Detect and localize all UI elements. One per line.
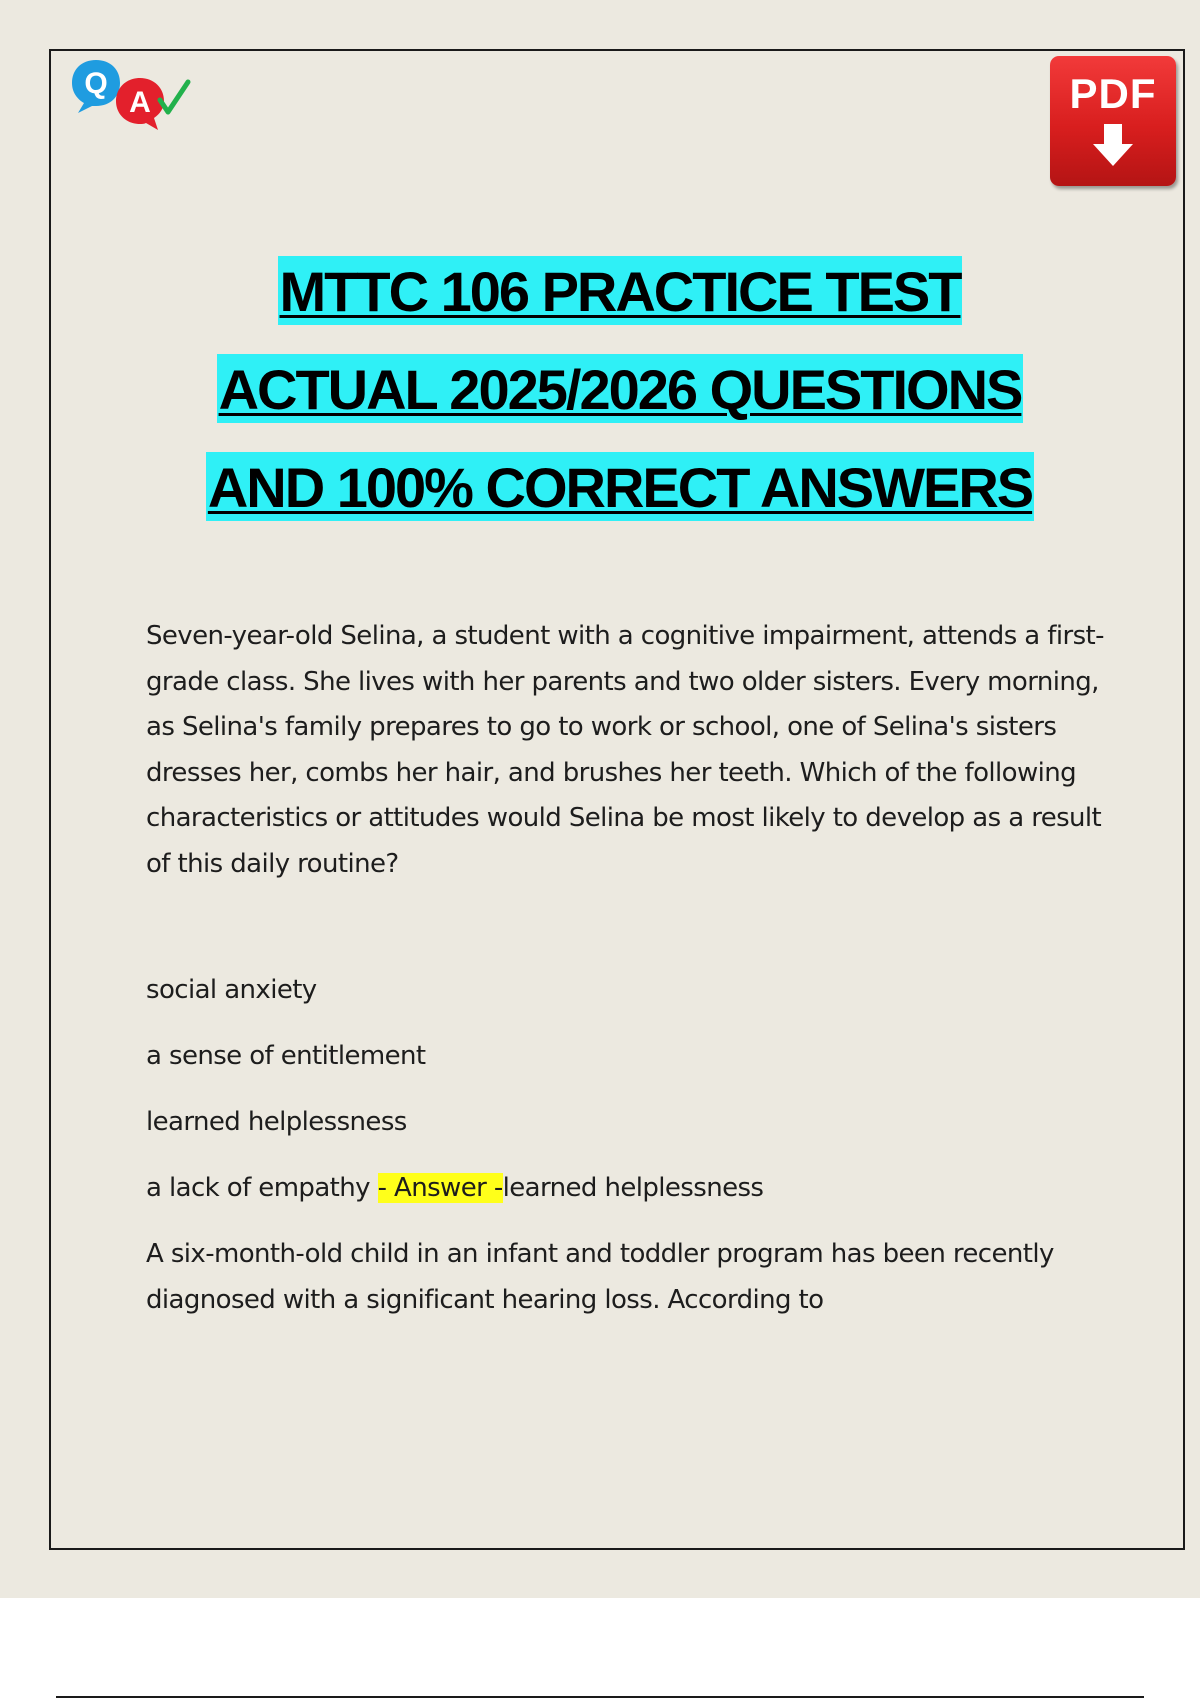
document-title <box>100 243 1140 537</box>
qa-check-logo-icon <box>68 56 198 132</box>
answer-option-with-answer <box>146 1166 1106 1211</box>
pdf-badge-label: PDF <box>1069 70 1157 117</box>
answer-option: a sense of entitlement <box>146 1041 426 1071</box>
answer-option: a lack of empathy <box>146 1173 370 1203</box>
question-2-text: A six-month-old child in an infant and toddler program has been recently diagnosed with a significant hearing loss. According to <box>146 1239 1054 1315</box>
title-line-2: ACTUAL 2025/2026 QUESTIONS <box>217 354 1024 423</box>
svg-text:Q: Q <box>84 67 108 100</box>
title-line-3: AND 100% CORRECT ANSWERS <box>206 452 1034 521</box>
title-line-1: MTTC 106 PRACTICE TEST <box>278 256 963 325</box>
pdf-download-icon[interactable] <box>1050 56 1176 186</box>
svg-text:A: A <box>129 86 151 119</box>
divider <box>56 1696 1144 1698</box>
question-1-text: Seven-year-old Selina, a student with a cognitive impairment, attends a first-grade class. She lives with her parents and two older sisters. Every morning, as Selina's family prepares to go to work or school, one of Selina's sisters dresses her, combs her hair, and brushes her teeth. Which of the following characteristics or attitudes would Selina be most likely to develop as a result of this daily routine? <box>146 621 1104 879</box>
answer-option: social anxiety <box>146 975 317 1005</box>
correct-answer: learned helplessness <box>502 1173 764 1203</box>
answer-option: learned helplessness <box>146 1107 407 1137</box>
answer-marker: - Answer - <box>377 1173 503 1203</box>
down-arrow-icon <box>1090 122 1136 168</box>
